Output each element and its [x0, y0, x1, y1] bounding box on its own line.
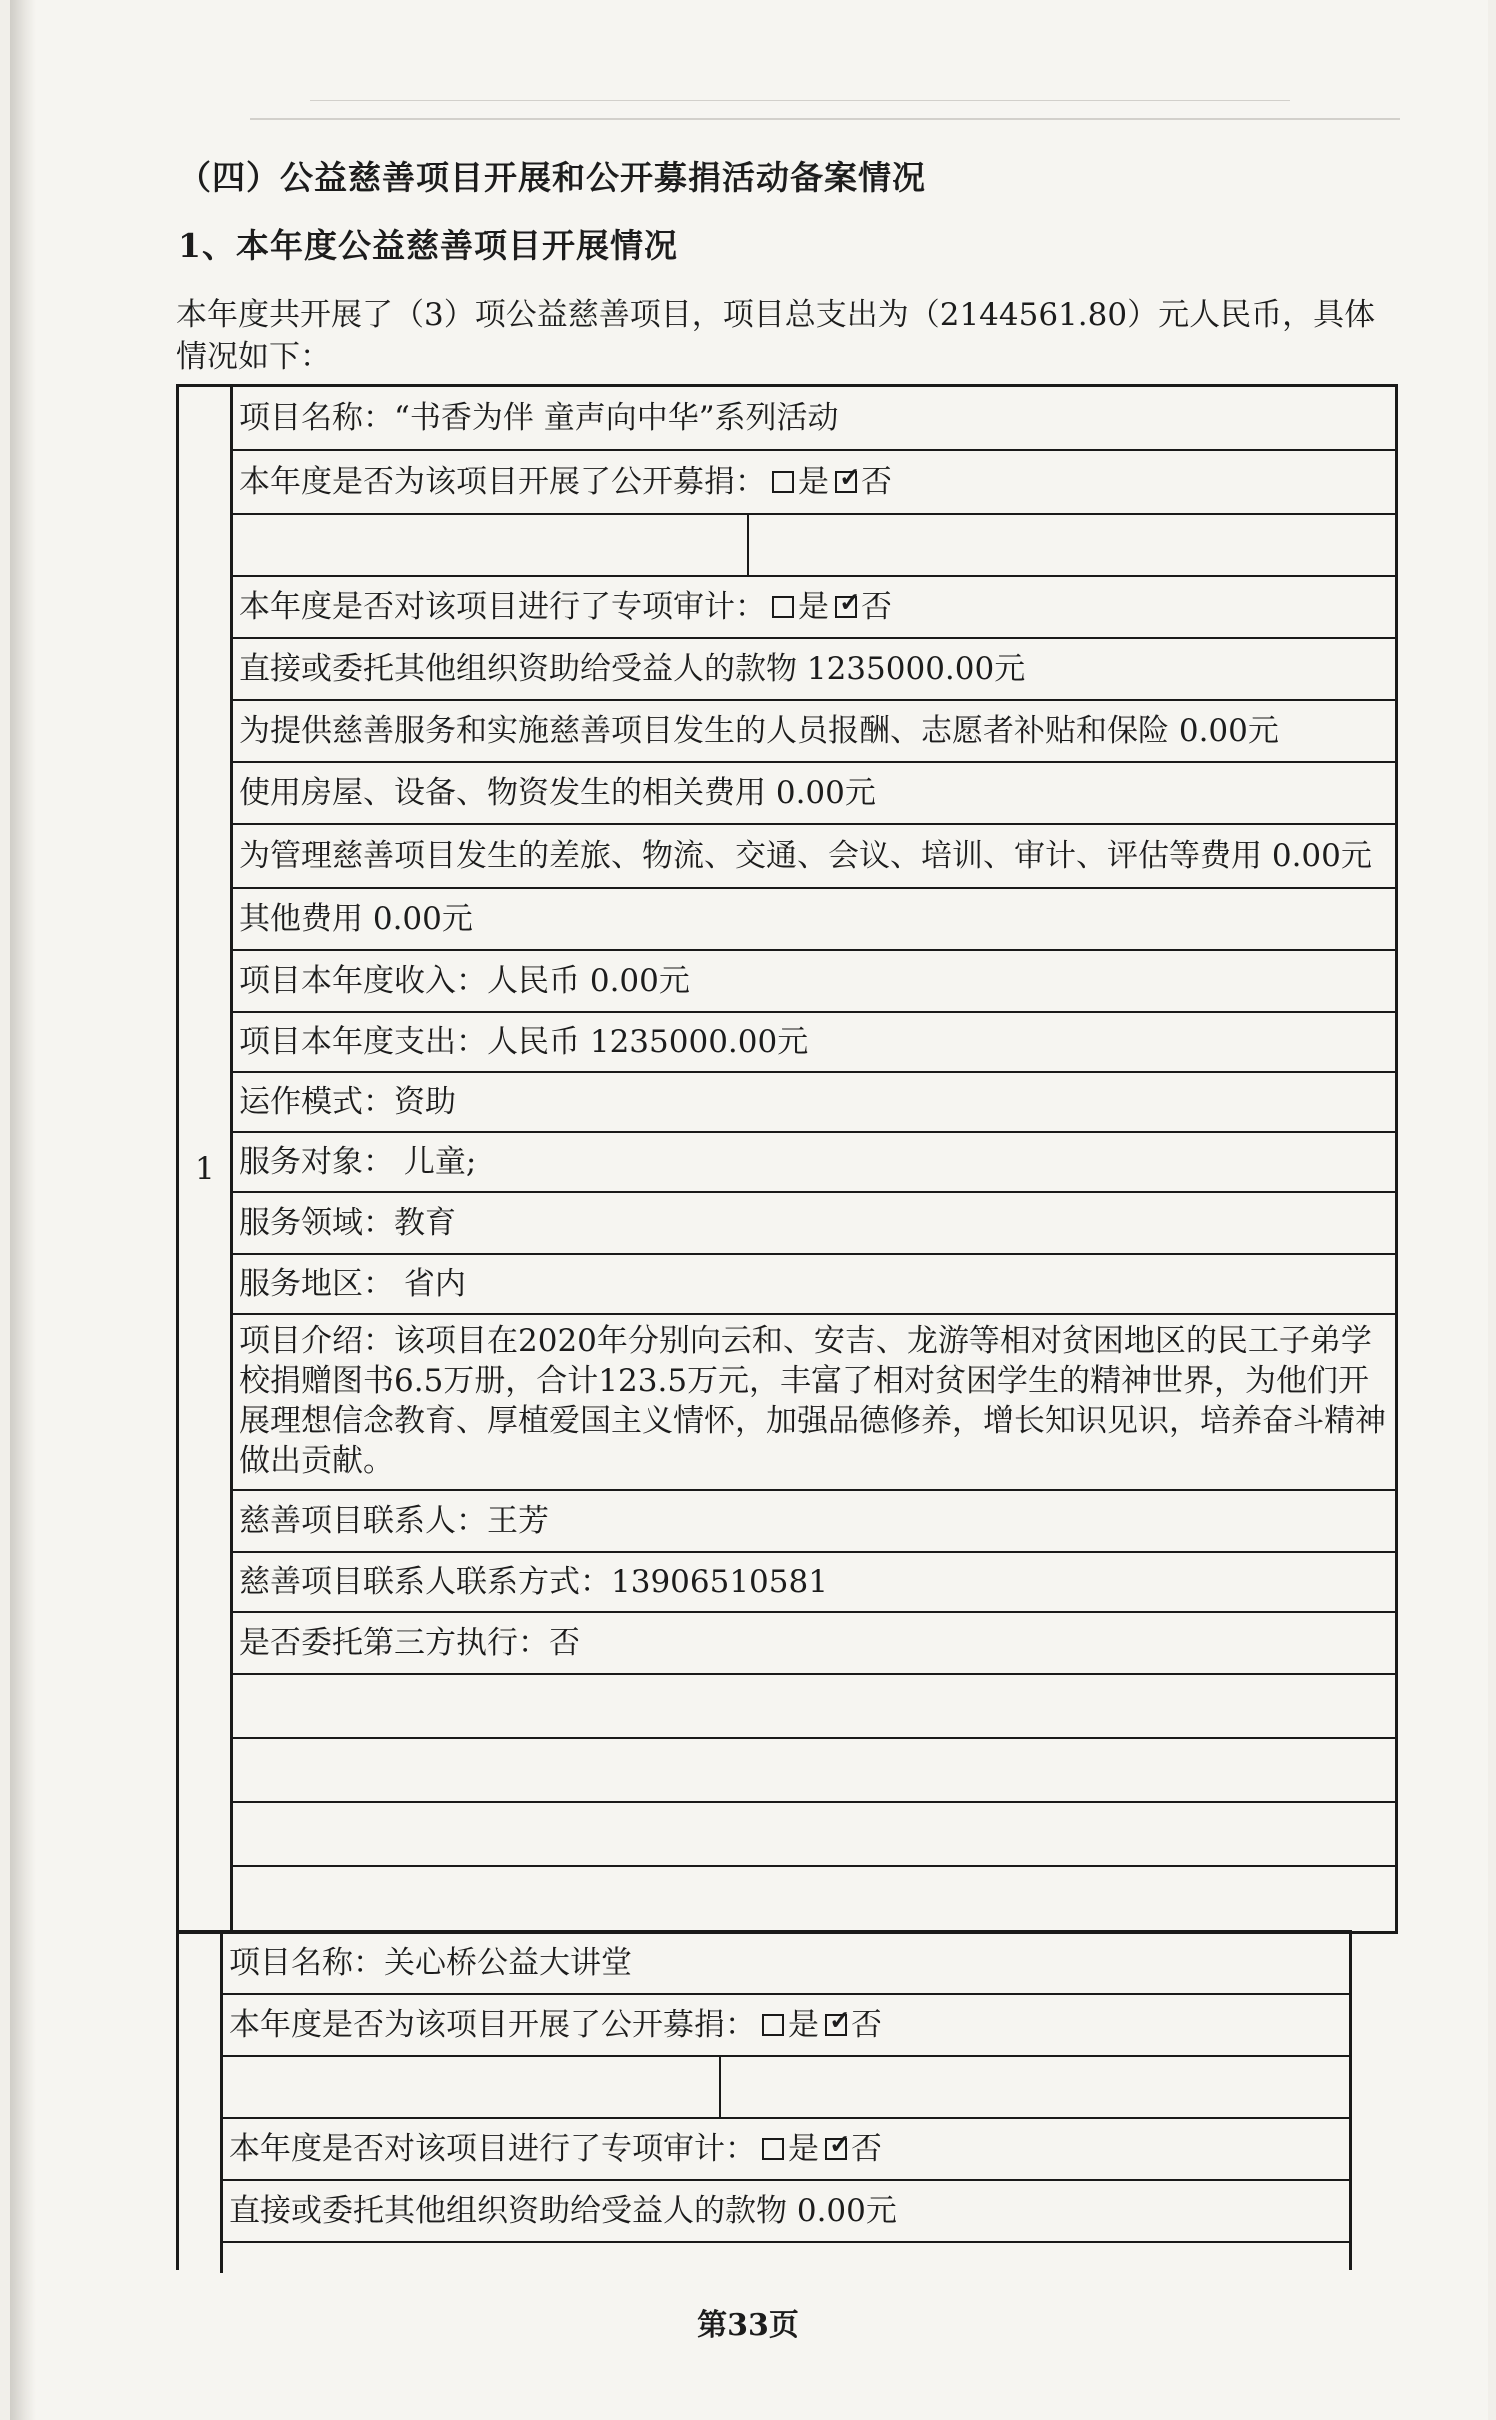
facility-cost-row: 使用房屋、设备、物资发生的相关费用 0.00元	[233, 763, 1395, 825]
intro-paragraph: 本年度共开展了（3）项公益慈善项目，项目总支出为（2144561.80）元人民币，具体情况如下：	[176, 297, 1376, 375]
audit-row	[233, 577, 1395, 639]
project-2-table	[176, 1930, 1352, 2270]
expense-row: 项目本年度支出：人民币 1235000.00元	[233, 1013, 1395, 1073]
service-region-row: 服务地区： 省内	[233, 1255, 1395, 1315]
blank-row	[233, 1739, 1395, 1803]
other-cost-row: 其他费用 0.00元	[233, 889, 1395, 951]
check-mark-icon: ✓	[829, 2130, 851, 2160]
yes-checkbox	[772, 471, 794, 493]
bleed-through-line	[250, 118, 1400, 120]
service-field-row: 服务领域：教育	[233, 1193, 1395, 1255]
project-index-cell	[179, 387, 233, 1931]
yes-checkbox	[762, 2014, 784, 2036]
project-index-cell	[179, 1933, 223, 2273]
no-label: 否	[861, 464, 892, 500]
third-party-row: 是否委托第三方执行：否	[233, 1613, 1395, 1675]
no-label: 否	[851, 2131, 882, 2167]
blank-row	[233, 1675, 1395, 1739]
no-label: 否	[851, 2007, 882, 2043]
yes-checkbox	[772, 596, 794, 618]
cell-divider	[719, 2057, 721, 2117]
project-1-table	[176, 384, 1398, 1934]
staff-cost-row: 为提供慈善服务和实施慈善项目发生的人员报酬、志愿者补贴和保险 0.00元	[233, 701, 1395, 763]
management-cost-row: 为管理慈善项目发生的差旅、物流、交通、会议、培训、审计、评估等费用 0.00元	[233, 825, 1395, 889]
audit-row	[223, 2119, 1349, 2181]
project-name-row: 项目名称：关心桥公益大讲堂	[223, 1933, 1349, 1995]
yes-checkbox	[762, 2138, 784, 2160]
direct-aid-row: 直接或委托其他组织资助给受益人的款物 0.00元	[223, 2181, 1349, 2243]
section-heading: （四）公益慈善项目开展和公开募捐活动备案情况	[178, 158, 926, 197]
operation-mode-row: 运作模式：资助	[233, 1073, 1395, 1133]
check-mark-icon: ✓	[839, 588, 861, 618]
audit-question: 本年度是否对该项目进行了专项审计：	[239, 589, 766, 625]
yes-label: 是	[788, 2007, 819, 2043]
page-number: 第33页	[697, 2308, 799, 2343]
fundraising-row	[233, 451, 1395, 515]
subsection-heading: 1、本年度公益慈善项目开展情况	[178, 226, 678, 265]
yes-label: 是	[798, 464, 829, 500]
check-mark-icon: ✓	[839, 463, 861, 493]
blank-split-row	[223, 2057, 1349, 2119]
direct-aid-row: 直接或委托其他组织资助给受益人的款物 1235000.00元	[233, 639, 1395, 701]
blank-row	[233, 1803, 1395, 1867]
project-index: 1	[195, 1151, 215, 1187]
blank-row	[233, 1867, 1395, 1931]
blank-split-row	[233, 515, 1395, 577]
fundraising-row	[223, 1995, 1349, 2057]
no-checkbox-checked	[835, 588, 861, 618]
yes-label: 是	[798, 589, 829, 625]
contact-phone-row: 慈善项目联系人联系方式：13906510581	[233, 1553, 1395, 1613]
project-description-row: 项目介绍：该项目在2020年分别向云和、安吉、龙游等相对贫困地区的民工子弟学校捐赠图书6.5万册，合计123.5万元，丰富了相对贫困学生的精神世界，为他们开展理想信念教育、厚植爱国主义情怀，加强品德修养，增长知识见识，培养奋斗精神做出贡献。	[233, 1315, 1395, 1491]
no-checkbox-checked	[835, 463, 861, 493]
bleed-through-line	[310, 100, 1290, 101]
service-target-row: 服务对象： 儿童;	[233, 1133, 1395, 1193]
cell-divider	[747, 515, 749, 575]
project-name-row: 项目名称：“书香为伴 童声向中华”系列活动	[233, 387, 1395, 451]
contact-person-row: 慈善项目联系人：王芳	[233, 1491, 1395, 1553]
fundraising-question: 本年度是否为该项目开展了公开募捐：	[239, 464, 766, 500]
no-checkbox-checked	[825, 2130, 851, 2160]
yes-label: 是	[788, 2131, 819, 2167]
audit-question: 本年度是否对该项目进行了专项审计：	[229, 2131, 756, 2167]
check-mark-icon: ✓	[829, 2006, 851, 2036]
no-label: 否	[861, 589, 892, 625]
page-edge-shadow	[10, 0, 36, 2420]
income-row: 项目本年度收入：人民币 0.00元	[233, 951, 1395, 1013]
fundraising-question: 本年度是否为该项目开展了公开募捐：	[229, 2007, 756, 2043]
no-checkbox-checked	[825, 2006, 851, 2036]
